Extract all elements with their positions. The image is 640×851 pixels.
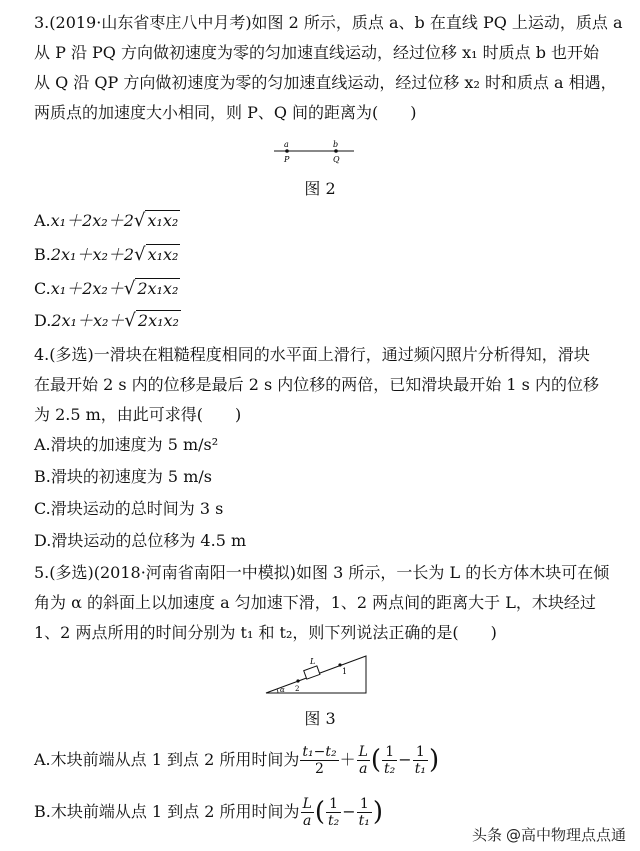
q5-line-3: 1、2 两点所用的时间分别为 t₁ 和 t₂，则下列说法正确的是( ): [34, 623, 497, 642]
q3-line-4: 两质点的加速度大小相同，则 P、Q 间的距离为( ): [34, 103, 417, 122]
figure-2-caption: 图 2: [304, 179, 336, 198]
q5-line-2: 角为 α 的斜面上以加速度 a 匀加速下滑，1、2 两点间的距离大于 L，木块经过: [34, 593, 596, 612]
q3-line-3: 从 Q 沿 QP 方向做初速度为零的匀加速直线运动，经过位移 x₂ 时和质点 a 相遇，: [34, 73, 617, 92]
fraction-1-over-t2: $\frac{1}{\text{t₂}}$: [384, 743, 396, 777]
sqrt-symbol: √ 2x₁x₂: [123, 278, 179, 299]
q4-line-1: 4.(多选)一滑块在粗糙程度相同的水平面上滑行，通过频闪照片分析得知，滑块: [34, 345, 590, 364]
q4-line-3: 为 2.5 m，由此可求得( ): [34, 405, 242, 424]
q4-option-c: C.滑块运动的总时间为 3 s: [34, 499, 224, 518]
fig2-label-a: a: [284, 140, 289, 149]
q4-line-2: 在最开始 2 s 内的位移是最后 2 s 内位移的两倍，已知滑块最开始 1 s 内的位移: [34, 375, 599, 394]
fraction-L-over-a: $\frac{L}{a}$: [302, 795, 312, 829]
watermark-prefix: 头条: [471, 826, 502, 844]
watermark-handle: @高中物理点点通: [505, 826, 626, 844]
fig3-label-2: 2: [295, 685, 300, 693]
watermark: [472, 824, 626, 845]
fraction-1-over-t1: $\frac{1}{\text{t₁}}$: [414, 743, 426, 777]
q4-option-a: A.滑块的加速度为 5 m/s²: [34, 435, 219, 454]
sqrt-symbol: √ x₁x₂: [133, 210, 179, 231]
q5-line-1: 5.(多选)(2018·河南省南阳一中模拟)如图 3 所示，一长为 L 的长方体木块可在倾: [34, 563, 610, 582]
fraction-t1-minus-t2-over-2: $\frac{\text{t₁−t₂}}{2}$: [302, 743, 337, 777]
sqrt-symbol: √ 2x₁x₂: [124, 310, 179, 331]
sqrt-symbol: √ x₁x₂: [134, 244, 179, 265]
q4-option-d: D.滑块运动的总位移为 4.5 m: [34, 531, 247, 550]
fig2-label-Q: Q: [333, 155, 340, 164]
q3-line-1: 3.(2019·山东省枣庄八中月考)如图 2 所示，质点 a、b 在直线 PQ 上运动，质点 a: [34, 13, 623, 32]
fraction-L-over-a: $\frac{L}{a}$: [358, 743, 368, 777]
q4-option-b: B.滑块的初速度为 5 m/s: [34, 467, 212, 486]
fraction-1-over-t1: $\frac{1}{\text{t₁}}$: [358, 795, 370, 829]
figure-3-incline-diagram: [262, 652, 370, 696]
q3-option-b: B.2x₁＋x₂＋2√ x₁x₂: [34, 244, 179, 265]
q3-line-2: 从 P 沿 PQ 方向做初速度为零的匀加速直线运动，经过位移 x₁ 时质点 b 也开始: [34, 43, 600, 62]
q3-option-a: A.x₁＋2x₂＋2√ x₁x₂: [34, 210, 179, 231]
fig3-label-1: 1: [342, 667, 348, 676]
fig2-label-P: P: [284, 155, 290, 164]
figure-3-caption: 图 3: [304, 709, 336, 728]
fig3-label-alpha: α: [280, 686, 285, 694]
fig2-label-b: b: [333, 140, 339, 149]
q5-option-b: B.木块前端从点 1 到点 2 所用时间为 $\frac{L}{a}$ ( $\frac{1}{\text{t₂}}$ − $\frac{1}{\text{t₁}}$ ): [34, 795, 384, 829]
q5-option-a: A.木块前端从点 1 到点 2 所用时间为 $\frac{\text{t₁−t₂}}{2}$ ＋ $\frac{L}{a}$ ( $\frac{1}{\text{t₂}}$ − $\frac{1}{\text{t₁}}$ ): [34, 743, 440, 777]
q3-option-c: C.x₁＋2x₂＋√ 2x₁x₂: [34, 278, 179, 299]
figure-2-line-diagram: [270, 138, 360, 168]
q3-option-d: D.2x₁＋x₂＋√ 2x₁x₂: [34, 310, 179, 331]
fraction-1-over-t2: $\frac{1}{\text{t₂}}$: [328, 795, 340, 829]
fig3-label-L: L: [310, 657, 316, 666]
